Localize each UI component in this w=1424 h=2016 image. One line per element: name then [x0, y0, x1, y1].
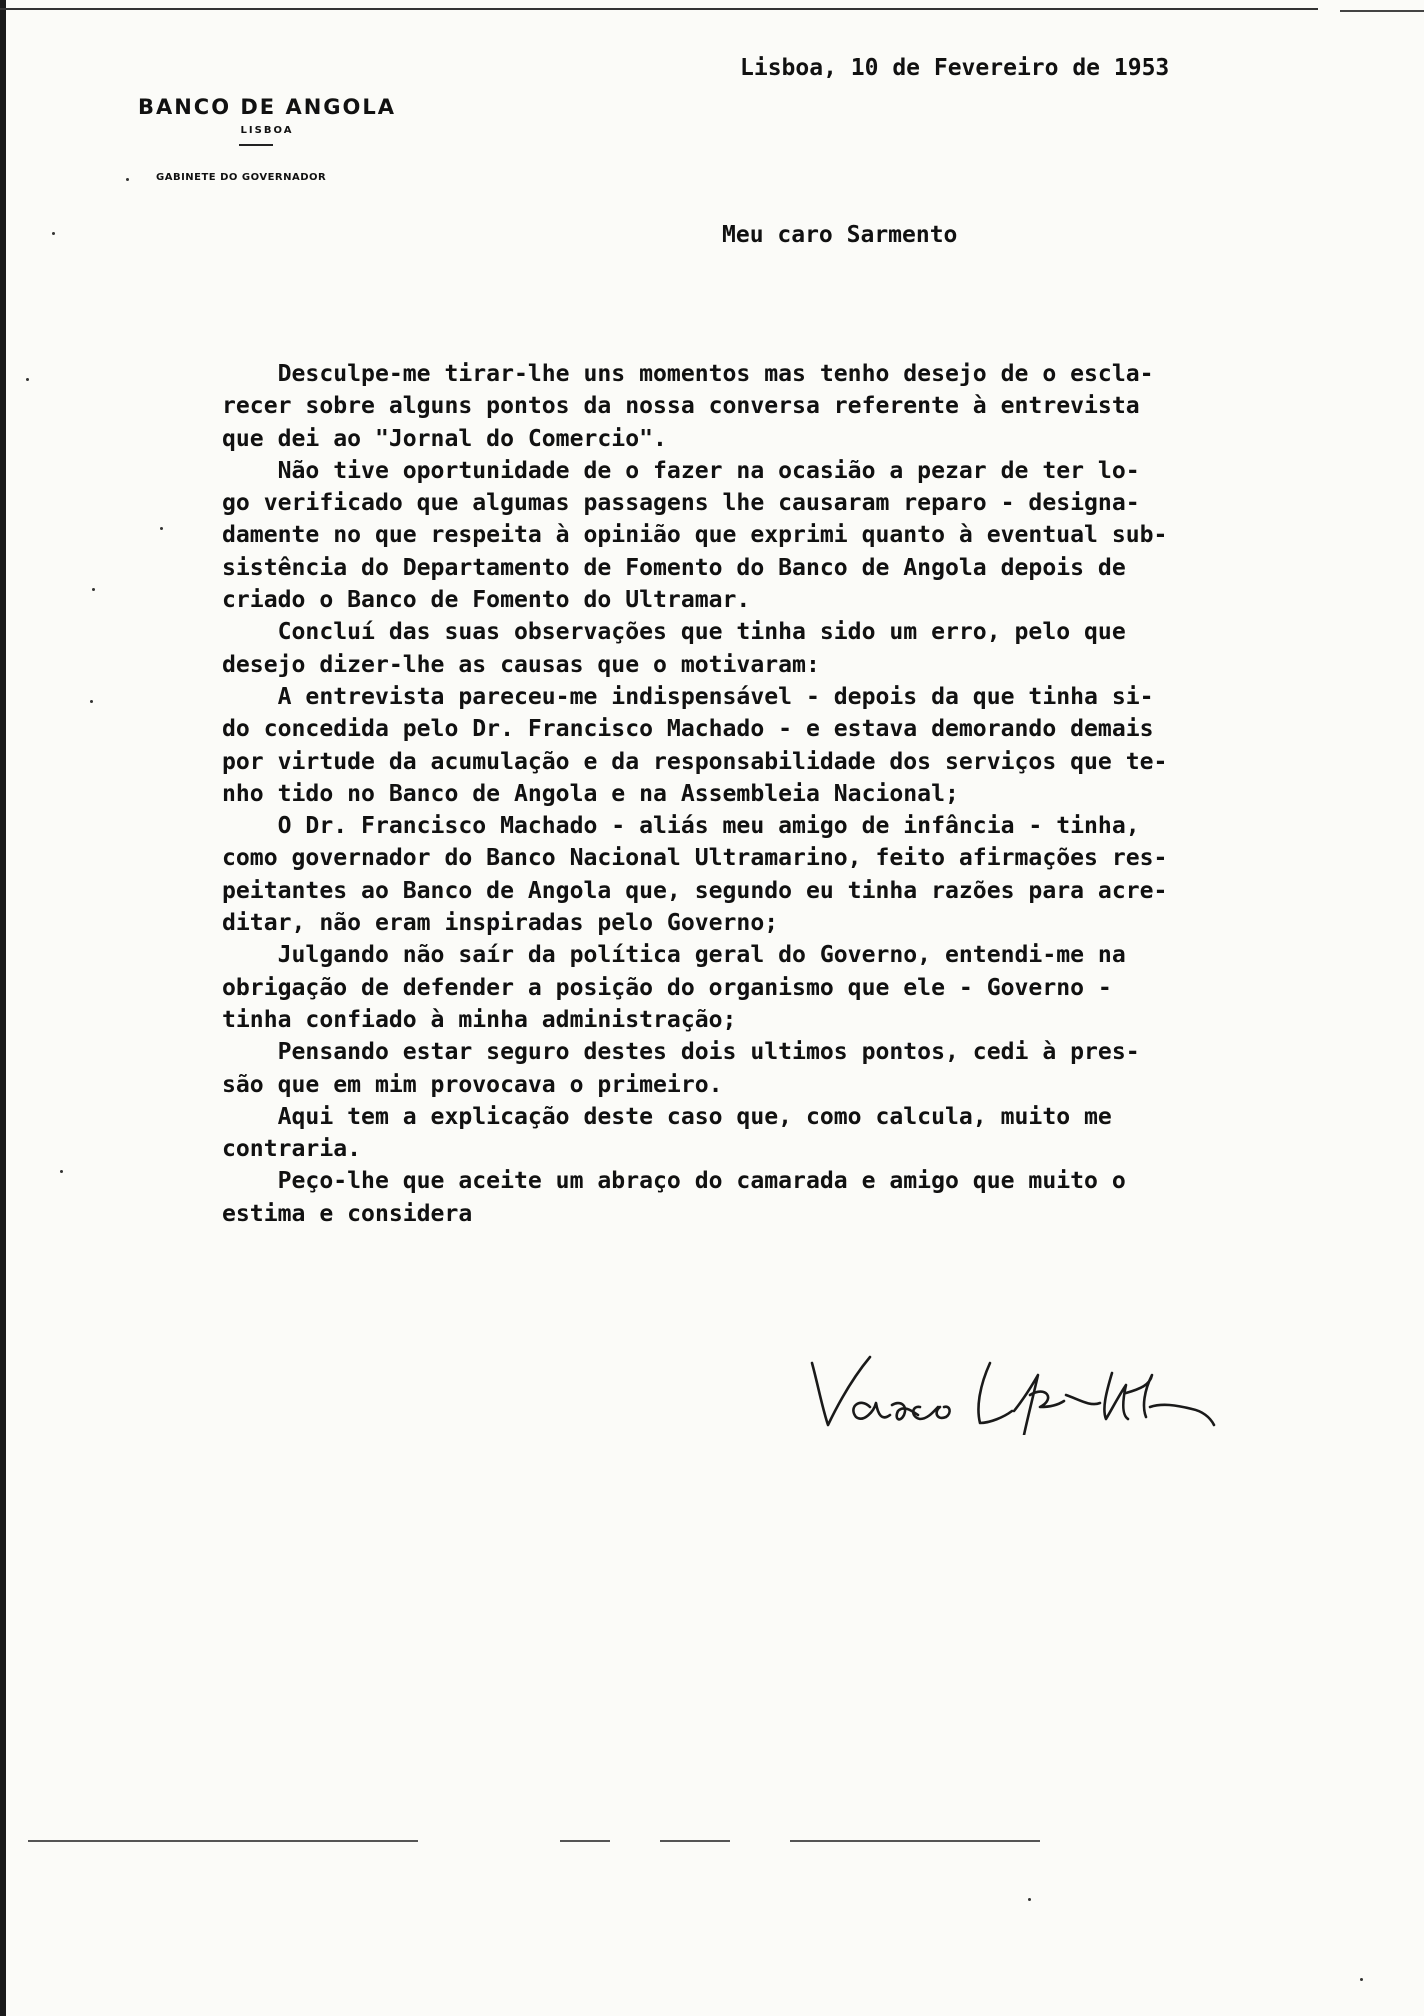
scan-speck: [52, 232, 55, 235]
scan-edge-left: [0, 0, 6, 2016]
body-line: Concluí das suas observações que tinha sido um erro, pelo que: [222, 619, 1126, 646]
body-line: obrigação de defender a posição do organismo que ele - Governo -: [222, 974, 1112, 1001]
scan-speck: [160, 527, 163, 530]
body-line: sistência do Departamento de Fomento do Banco de Angola depois de: [222, 554, 1126, 581]
body-line: Desculpe-me tirar-lhe uns momentos mas tenho desejo de o escla-: [222, 361, 1154, 387]
salutation: Meu caro Sarmento: [722, 222, 958, 248]
body-line: Peço-lhe que aceite um abraço do camarada e amigo que muito o: [222, 1168, 1126, 1195]
fold-line: [28, 1840, 418, 1842]
body-line: go verificado que algumas passagens lhe causaram reparo - designa-: [222, 490, 1140, 517]
scan-speck: [126, 178, 129, 181]
body-line: são que em mim provocava o primeiro.: [222, 1071, 723, 1098]
fold-line: [790, 1840, 1040, 1842]
body-line: que dei ao "Jornal do Comercio".: [222, 425, 667, 452]
fold-line: [560, 1840, 610, 1842]
handwritten-signature: [800, 1345, 1230, 1435]
scan-edge-top-right: [1340, 10, 1424, 12]
body-line: O Dr. Francisco Machado - aliás meu amigo de infância - tinha,: [222, 813, 1140, 840]
body-line: recer sobre alguns pontos da nossa conversa referente à entrevista: [222, 393, 1140, 420]
body-line: contraria.: [222, 1136, 362, 1163]
body-line: Pensando estar seguro destes dois ultimos pontos, cedi à pres-: [222, 1039, 1140, 1066]
body-line: por virtude da acumulação e da responsabilidade dos serviços que te-: [222, 748, 1168, 775]
body-line: Não tive oportunidade de o fazer na ocasião a pezar de ter lo-: [222, 457, 1140, 484]
body-line: A entrevista pareceu-me indispensável - depois da que tinha si-: [222, 683, 1154, 710]
scan-speck: [1028, 1898, 1031, 1901]
body-line: criado o Banco de Fomento do Ultramar.: [222, 587, 751, 614]
scan-speck: [60, 1170, 63, 1173]
body-line: nho tido no Banco de Angola e na Assembleia Nacional;: [222, 780, 959, 807]
scan-speck: [92, 588, 95, 591]
body-line: estima e considera: [222, 1200, 473, 1227]
body-line: ditar, não eram inspiradas pelo Governo;: [222, 910, 779, 937]
scan-speck: [1360, 1978, 1363, 1981]
letterhead-bank-name: BANCO DE ANGOLA: [137, 95, 397, 119]
body-line: Aqui tem a explicação deste caso que, como calcula, muito me: [222, 1103, 1112, 1130]
body-line: desejo dizer-lhe as causas que o motivaram:: [222, 651, 820, 678]
scan-edge-top: [0, 8, 1318, 10]
letterhead-rule: [239, 144, 273, 146]
scan-speck: [26, 378, 29, 381]
letter-body: [222, 358, 1372, 1230]
body-line: damente no que respeita à opinião que exprimi quanto à eventual sub-: [222, 522, 1168, 549]
letterhead-office: GABINETE DO GOVERNADOR: [156, 172, 327, 183]
letterhead-city: LISBOA: [240, 125, 294, 136]
body-line: peitantes ao Banco de Angola que, segundo eu tinha razões para acre-: [222, 877, 1168, 904]
dateline: Lisboa, 10 de Fevereiro de 1953: [740, 55, 1170, 81]
body-line: Julgando não saír da política geral do Governo, entendi-me na: [222, 942, 1126, 969]
fold-line: [660, 1840, 730, 1842]
body-line: tinha confiado à minha administração;: [222, 1006, 737, 1033]
body-line: do concedida pelo Dr. Francisco Machado - e estava demorando demais: [222, 716, 1154, 743]
body-line: como governador do Banco Nacional Ultramarino, feito afirmações res-: [222, 845, 1168, 872]
letterhead: [112, 95, 432, 183]
scan-speck: [90, 700, 93, 703]
